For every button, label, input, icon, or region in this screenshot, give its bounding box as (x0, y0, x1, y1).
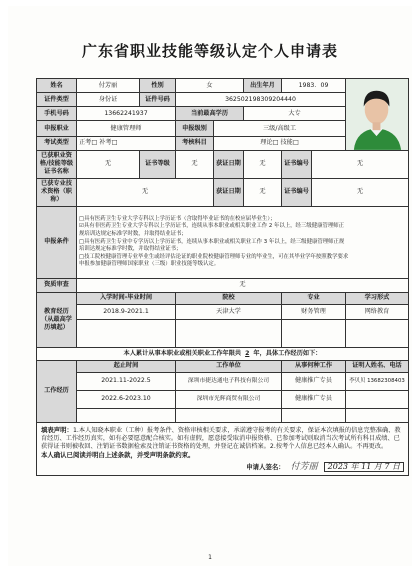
work-cell-empty (77, 408, 176, 422)
cert-date-label: 获证日期 (214, 150, 244, 178)
phone-value: 13662241937 (77, 107, 176, 121)
work-cell: 深圳市捷达通电子科技有限公司 (176, 372, 282, 390)
condition-option: 规培训达规定标准学时数，并取得结业证书； (79, 230, 187, 237)
birth-label: 出生年月 (244, 79, 282, 93)
signer-label: 申请人签名： (246, 462, 285, 471)
work-cell: 深圳市光辉商贸有限公司 (176, 390, 282, 408)
existing-cert-label: 已获职业资格/技能等级证书名称 (37, 150, 77, 178)
level-value: 三级/高级工 (214, 121, 346, 136)
work-header: 起止时间 (77, 360, 176, 372)
education-cell (346, 319, 409, 347)
id-type-label: 证件类型 (37, 93, 77, 107)
sign-date: 2023 年 11 月 7 日 (324, 462, 404, 472)
tech-title-label: 已获专业技术资格（职称） (37, 178, 77, 206)
signature-row (41, 462, 404, 472)
form-title: 广东省职业技能等级认定个人申请表 (81, 42, 338, 60)
work-cell: 2021.11-2022.5 (77, 372, 176, 390)
work-header: 从事何种工作 (282, 360, 346, 372)
work-summary-prefix: 本人累计从事本职业或相关职业工作年限共 (123, 349, 242, 357)
work-cell-empty (176, 408, 282, 422)
work-header: 工作单位 (176, 360, 282, 372)
condition-option: ☑具有非医药卫生专业大学专科以上学历证书，连续从事本职业或相关职业工作 2 年以上，经三级健康管理师正 (79, 223, 345, 230)
cert-level-label: 证书等级 (140, 150, 176, 178)
tech-cert-number-label: 证书编号 (282, 178, 312, 206)
education-cell (282, 319, 346, 347)
qualification-value: 无 (77, 278, 409, 292)
conditions-label: 申报条件 (37, 206, 77, 278)
id-type-value: 身份证 (77, 93, 140, 107)
education-level-value: 大专 (244, 107, 346, 121)
work-years: 2 (245, 349, 250, 357)
gender-value: 女 (176, 79, 244, 93)
photo-image (346, 79, 408, 150)
tech-cert-number-value: 无 (312, 178, 409, 206)
work-cell: 健康推广专员 (282, 390, 346, 408)
tech-date-label: 获证日期 (214, 178, 244, 206)
education-cell: 网络教育 (346, 304, 409, 319)
conditions-options (77, 206, 409, 278)
declaration-text: 1.本人知晓本职业（工种）报考条件、资格审核相关要求，承诺遵守报考的有关要求，保证本次填报的信息完整准确、教育经历、工作经历真实，如有必要愿意配合核实。如有虚假，愿意接受取消申报资格、已参加考试则取消当次考试所有科目成绩、已获得证书则被收回、注销证书数据检索及注销证书资格的处理，并登记在诚信档案。2.按考个人信息已经本人确认。不再更改。 (41, 426, 401, 450)
work-cell-empty (282, 408, 346, 422)
id-number-value: 362502198309204440 (176, 93, 346, 107)
work-cell (346, 390, 409, 408)
work-cell: 李贝贝 13682308403 (346, 372, 409, 390)
education-header: 专业 (282, 292, 346, 304)
work-history-label: 工作经历 (37, 360, 77, 422)
occupation-value: 健康管理师 (77, 121, 176, 136)
page-number: 1 (208, 554, 212, 561)
education-header: 入学时间-毕业时间 (77, 292, 176, 304)
cert-level-value: 无 (176, 150, 214, 178)
applicant-photo (346, 79, 409, 151)
tech-date-value: 无 (244, 178, 282, 206)
work-summary-suffix: 年，具体工作经历如下： (253, 349, 322, 357)
condition-option: 申报参加健康管理师国家职业（三级）职业技能等级认定。 (79, 261, 220, 268)
education-header: 学习形式 (346, 292, 409, 304)
work-cell: 2022.6-2023.10 (77, 390, 176, 408)
application-form-page (8, 6, 412, 566)
condition-option: □具有医药卫生专业大学专科以上学历证书（含取得毕业证书的在校应届毕业生）； (79, 215, 276, 222)
education-history-label: 教育经历（从最高学历填起） (37, 292, 77, 347)
education-level-label: 当前最高学历 (176, 107, 244, 121)
occupation-label: 申报职业 (37, 121, 77, 136)
education-cell: 财务管理 (282, 304, 346, 319)
exam-subject-options: 理论□ 技能□ (214, 136, 346, 150)
education-cell: 天津大学 (176, 304, 282, 319)
application-table (36, 78, 409, 476)
education-cell (77, 319, 176, 347)
education-cell (176, 319, 282, 347)
work-header: 证明人姓名、电话 (346, 360, 409, 372)
declaration-section (37, 422, 409, 475)
declaration-label: 填表声明： (41, 425, 73, 434)
condition-option: □技工院校健康管理专业毕业生或经评估论证的职业院校健康管理师专业的毕业生，可在其毕业学年按照教学要求 (79, 253, 349, 260)
gender-label: 性别 (140, 79, 176, 93)
phone-label: 手机号码 (37, 107, 77, 121)
level-label: 申报级别 (176, 121, 214, 136)
work-summary (37, 347, 409, 360)
cert-date-value: 无 (244, 150, 282, 178)
education-header: 院校 (176, 292, 282, 304)
exam-type-label: 考试类型 (37, 136, 77, 150)
exam-subject-label: 考核科目 (176, 136, 214, 150)
name-label: 姓名 (37, 79, 77, 93)
birth-value: 1983．09 (282, 79, 346, 93)
declaration-confirm: 本人确认已阅读并明白上述条款，并受声明条款约束。 (41, 450, 195, 459)
cert-number-label: 证书编号 (282, 150, 312, 178)
tech-title-value: 无 (77, 178, 214, 206)
name-value: 付芳丽 (77, 79, 140, 93)
exam-type-options: 正考□ 补考□ (77, 136, 176, 150)
work-cell-empty (346, 408, 409, 422)
handwritten-signature: 付芳丽 (290, 461, 318, 472)
condition-option: 培训达规定标准学时数，并取得结业证书； (79, 246, 182, 253)
education-cell: 2018.9-2021.1 (77, 304, 176, 319)
work-cell: 健康推广专员 (282, 372, 346, 390)
existing-cert-value: 无 (77, 150, 140, 178)
cert-number-value: 无 (312, 150, 409, 178)
id-number-label: 证件号码 (140, 93, 176, 107)
qualification-label: 资质审查 (37, 278, 77, 292)
condition-option: □具有医药卫生专业中专学历以上学历证书，连续从事本职业或相关职业工作 3 年以上，经三级健康管理师正规 (79, 238, 345, 245)
